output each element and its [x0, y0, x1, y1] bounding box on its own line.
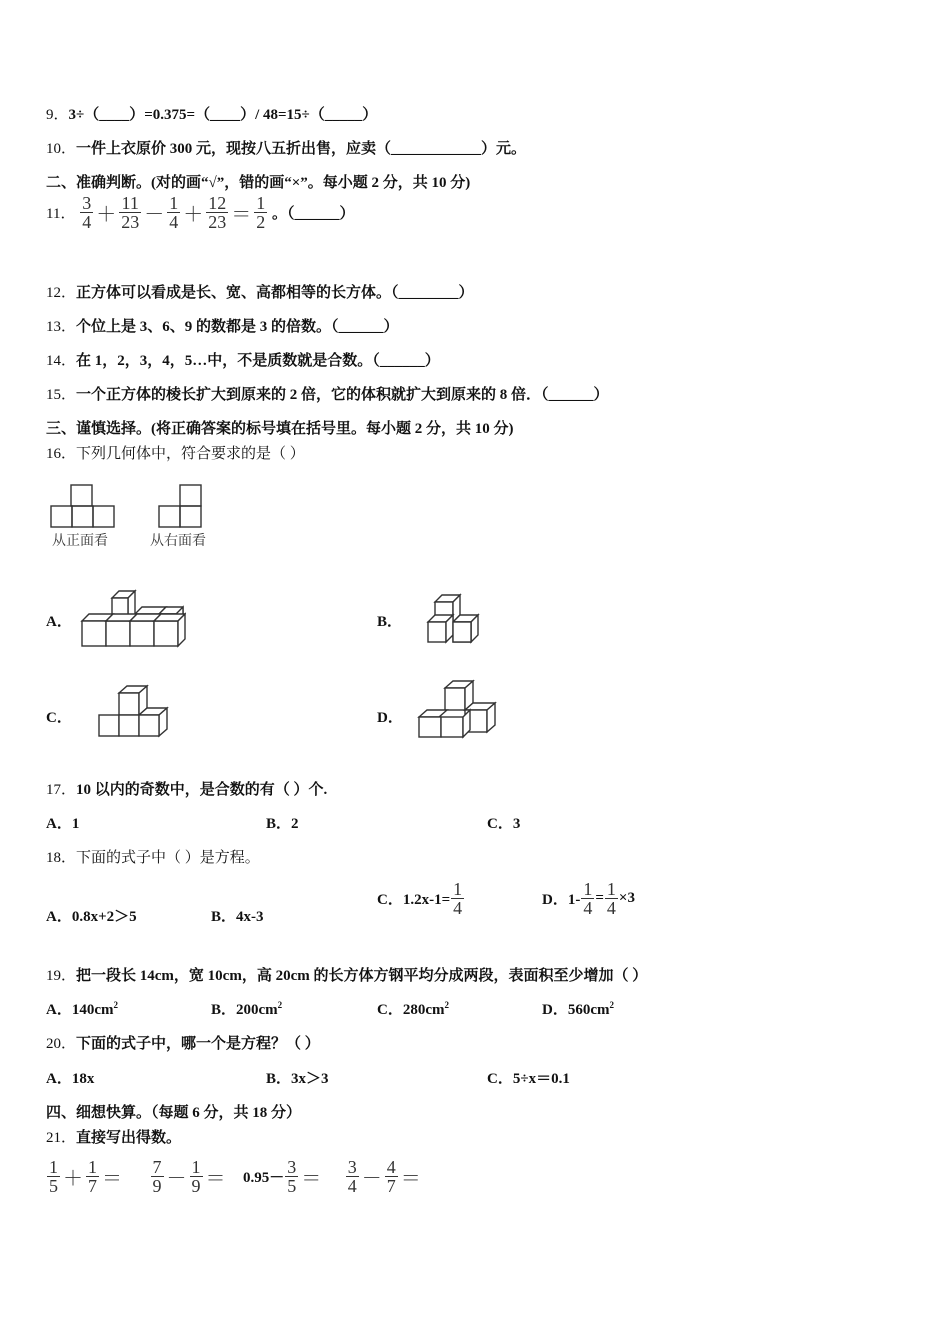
question-text: 正方体可以看成是长、宽、高都相等的长方体。（________） — [76, 285, 474, 301]
option-b-figure[interactable] — [425, 592, 485, 650]
question-text: 3÷（____）=0.375=（____）/ 48=15÷（_____） — [68, 107, 378, 123]
calc-expressions — [46, 1158, 423, 1195]
equals-sign: ＝ — [102, 1168, 122, 1190]
question-number: 13． — [46, 319, 77, 335]
numerator: 1 — [256, 193, 266, 213]
denominator: 5 — [49, 1176, 58, 1196]
fraction — [385, 1158, 398, 1195]
expression-3 — [243, 1157, 323, 1196]
operator: ＝ — [231, 204, 252, 226]
operator: ＋ — [183, 204, 204, 226]
question-number: 20． — [46, 1036, 77, 1052]
fraction — [119, 194, 141, 231]
option-c-figure[interactable] — [95, 683, 173, 739]
right-view-figure — [158, 484, 206, 530]
question-19 — [46, 964, 647, 985]
answer-blank: 。（______） — [271, 206, 355, 222]
question-number: 17． — [46, 782, 77, 798]
section-3-heading: 三、谨慎选择。(将正确答案的标号填在括号里。每小题 2 分，共 10 分) — [46, 421, 514, 437]
q17-option-c[interactable]: C．3 — [487, 816, 521, 832]
numerator: 1 — [191, 1157, 201, 1177]
question-text: 一个正方体的棱长扩大到原来的 2 倍，它的体积就扩大到原来的 8 倍．（______） — [76, 387, 609, 403]
operator: － — [361, 1168, 382, 1190]
question-20 — [46, 1032, 320, 1053]
fraction — [451, 880, 464, 917]
denominator: 4 — [583, 898, 593, 918]
fraction — [346, 1158, 359, 1195]
superscript: 2 — [609, 1000, 614, 1010]
section-4-heading: 四、细想快算。（每题 6 分，共 18 分） — [46, 1105, 302, 1121]
equals-sign: ＝ — [301, 1168, 322, 1190]
denominator: 23 — [121, 212, 140, 232]
superscript: 2 — [444, 1000, 449, 1010]
fraction — [190, 1158, 203, 1195]
denominator: 4 — [169, 212, 179, 232]
denominator: 4 — [347, 1176, 357, 1196]
numerator: 4 — [386, 1157, 396, 1177]
question-10 — [46, 137, 526, 158]
fraction — [47, 1158, 60, 1195]
question-11 — [46, 194, 354, 231]
fraction — [254, 194, 267, 231]
numerator: 12 — [208, 193, 227, 213]
numerator: 1 — [49, 1157, 58, 1177]
superscript: 2 — [113, 1000, 118, 1010]
q17-option-b[interactable]: B．2 — [266, 816, 299, 832]
denominator: 2 — [256, 212, 266, 232]
question-text: 在 1，2，3，4，5…中，不是质数就是合数。（______） — [76, 353, 440, 369]
numerator: 1 — [88, 1157, 97, 1177]
q19-option-d[interactable] — [542, 998, 614, 1019]
denominator: 9 — [191, 1176, 201, 1196]
q19-option-b[interactable] — [211, 998, 282, 1019]
question-number: 12． — [46, 285, 77, 301]
denominator: 4 — [606, 898, 616, 918]
operator: － — [144, 204, 165, 226]
operator: ＋ — [63, 1168, 83, 1190]
q20-option-b[interactable]: B．3x＞3 — [266, 1071, 329, 1087]
denominator: 7 — [88, 1176, 97, 1196]
fraction — [581, 880, 594, 917]
question-13 — [46, 315, 399, 336]
q19-option-c[interactable] — [377, 998, 449, 1019]
option-c-label[interactable]: C． — [46, 710, 72, 726]
option-text: D．1- — [542, 892, 581, 908]
fraction — [151, 1158, 164, 1195]
option-text: B．200cm — [211, 1002, 278, 1018]
numerator: 1 — [606, 879, 616, 899]
numerator: 7 — [152, 1157, 162, 1177]
question-text: 直接写出得数。 — [76, 1130, 182, 1146]
expression-1 — [46, 1157, 124, 1196]
question-text: 下列几何体中，符合要求的是（ ） — [76, 446, 305, 462]
question-text: 下面的式子中，哪一个是方程？（ ） — [76, 1036, 320, 1052]
question-number: 11． — [46, 206, 76, 222]
q20-option-a[interactable]: A．18x — [46, 1071, 95, 1087]
question-18 — [46, 846, 260, 867]
question-number: 21． — [46, 1130, 77, 1146]
numerator: 3 — [287, 1157, 297, 1177]
denominator: 7 — [386, 1176, 396, 1196]
question-text: 一件上衣原价 300 元，现按八五折出售，应卖（____________）元。 — [76, 141, 527, 157]
right-view-caption: 从右面看 — [150, 533, 206, 549]
expression-2 — [150, 1157, 228, 1196]
expression-prefix: 0.95－ — [243, 1170, 285, 1186]
denominator: 4 — [453, 898, 463, 918]
option-a-figure[interactable] — [80, 588, 186, 650]
question-text: 把一段长 14cm，宽 10cm，高 20cm 的长方体方钢平均分成两段，表面积至少增加（ ） — [76, 968, 648, 984]
numerator: 3 — [347, 1157, 357, 1177]
question-number: 16． — [46, 446, 77, 462]
denominator: 5 — [287, 1176, 297, 1196]
option-text: C．1.2x-1= — [377, 892, 451, 908]
denominator: 23 — [208, 212, 227, 232]
equals-sign: = — [595, 890, 604, 906]
question-15 — [46, 383, 609, 404]
option-a-label[interactable]: A． — [46, 614, 72, 630]
q18-option-d[interactable] — [542, 880, 635, 917]
option-text: D．560cm — [542, 1002, 610, 1018]
front-view-caption: 从正面看 — [52, 533, 108, 549]
operator: ＋ — [96, 204, 117, 226]
option-text: C．280cm — [377, 1002, 445, 1018]
q18-option-a[interactable]: A．0.8x+2＞5 — [46, 909, 137, 925]
fraction — [605, 880, 618, 917]
question-number: 19． — [46, 968, 77, 984]
q18-option-c[interactable] — [377, 880, 465, 917]
fraction — [285, 1158, 298, 1195]
question-number: 18． — [46, 850, 77, 866]
question-14 — [46, 349, 440, 370]
equals-sign: ＝ — [205, 1168, 226, 1190]
option-d-figure[interactable] — [415, 678, 501, 740]
option-text: A．140cm — [46, 1002, 114, 1018]
question-9 — [46, 103, 377, 124]
fraction — [86, 1158, 99, 1195]
question-21 — [46, 1126, 181, 1147]
fraction — [80, 194, 93, 231]
q18-option-b[interactable]: B．4x-3 — [211, 909, 264, 925]
question-number: 15． — [46, 387, 77, 403]
question-number: 10． — [46, 141, 77, 157]
numerator: 3 — [82, 193, 92, 213]
numerator: 11 — [119, 194, 141, 213]
numerator: 1 — [453, 879, 463, 899]
section-2-heading: 二、准确判断。(对的画“√”，错的画“×”。每小题 2 分，共 10 分) — [46, 175, 471, 191]
question-17 — [46, 778, 327, 799]
front-view-figure — [50, 484, 120, 530]
operator: － — [166, 1168, 187, 1190]
question-number: 14． — [46, 353, 77, 369]
equals-sign: ＝ — [400, 1168, 421, 1190]
superscript: 2 — [277, 1000, 283, 1010]
q20-option-c[interactable]: C．5÷x＝0.1 — [487, 1071, 570, 1087]
question-number: 9． — [46, 107, 69, 123]
numerator: 1 — [583, 879, 593, 899]
fraction — [206, 194, 228, 231]
question-text: 10 以内的奇数中，是合数的有（ ）个. — [76, 782, 328, 798]
fraction — [167, 194, 180, 231]
q17-option-a[interactable]: A．1 — [46, 816, 80, 832]
question-text: 下面的式子中（ ）是方程。 — [76, 850, 260, 866]
numerator: 1 — [169, 193, 179, 213]
denominator: 4 — [82, 212, 92, 232]
question-text: 个位上是 3、6、9 的数都是 3 的倍数。（______） — [76, 319, 399, 335]
option-tail: ×3 — [618, 890, 635, 906]
expression-4 — [345, 1157, 423, 1196]
question-12 — [46, 281, 474, 302]
option-b-label[interactable]: B． — [377, 614, 403, 630]
denominator: 9 — [152, 1176, 162, 1196]
question-16 — [46, 442, 305, 463]
q19-option-a[interactable] — [46, 998, 118, 1019]
option-d-label[interactable]: D． — [377, 710, 403, 726]
